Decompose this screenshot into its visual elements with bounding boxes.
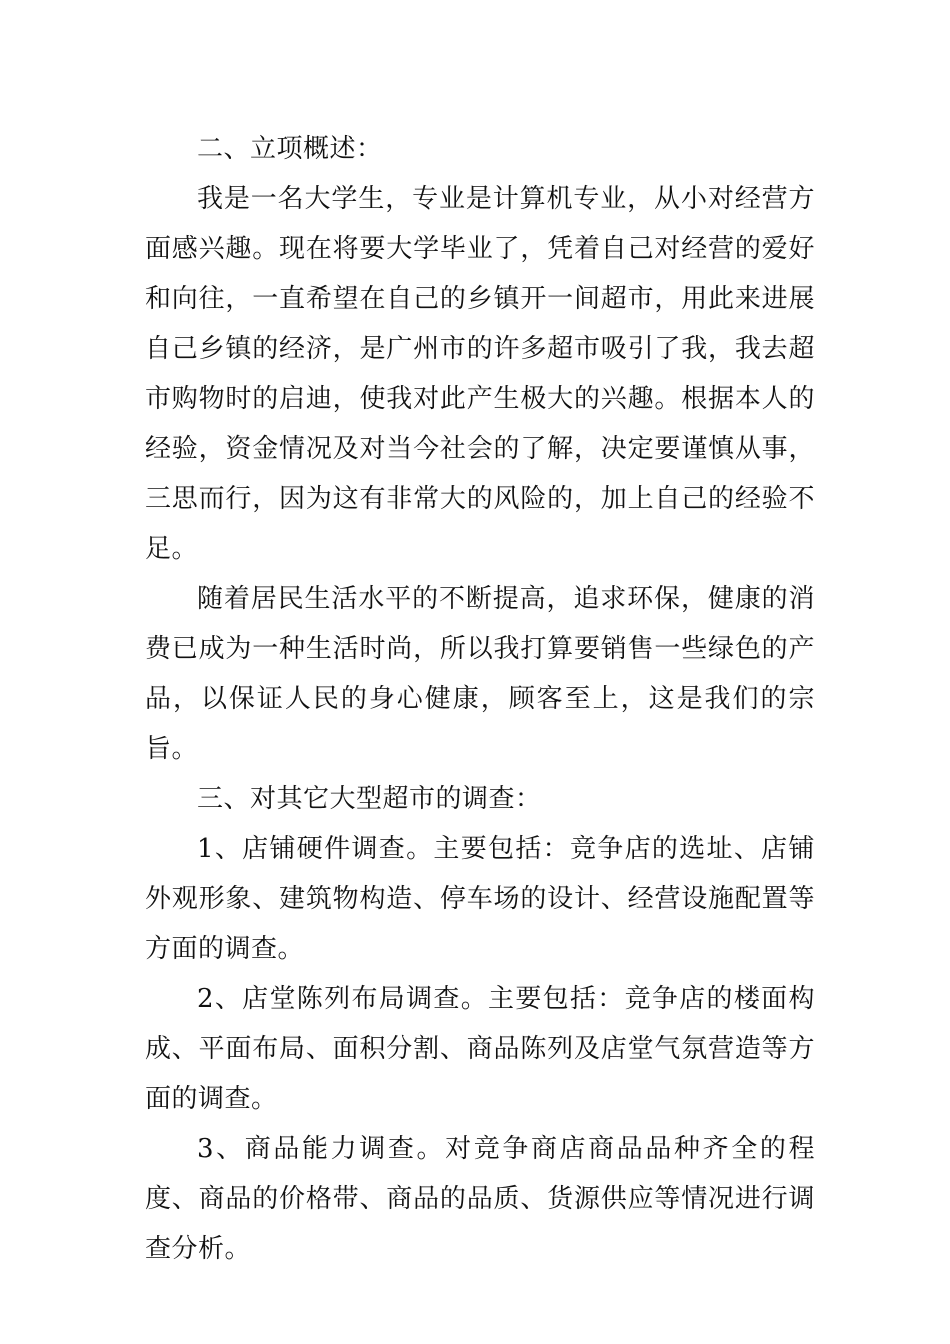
list-item-store-hardware: 1、店铺硬件调查。主要包括：竞争店的选址、店铺外观形象、建筑物构造、停车场的设计、经营设施配置等方面的调查。 xyxy=(145,834,815,964)
section-heading-project-overview: 二、立项概述： xyxy=(197,134,383,164)
section-heading-survey: 三、对其它大型超市的调查： xyxy=(197,784,542,814)
paragraph-background: 我是一名大学生，专业是计算机专业，从小对经营方面感兴趣。现在将要大学毕业了，凭着自己对经营的爱好和向往，一直希望在自己的乡镇开一间超市，用此来进展自己乡镇的经济，是广州市的许多超市吸引了我，我去超市购物时的启迪，使我对此产生极大的兴趣。根据本人的经验，资金情况及对当今社会的了解，决定要谨慎从事，三思而行，因为这有非常大的风险的，加上自己的经验不足。 xyxy=(145,184,815,564)
document-body xyxy=(145,124,815,1274)
list-item-merchandise-capability: 3、商品能力调查。对竞争商店商品品种齐全的程度、商品的价格带、商品的品质、货源供应等情况进行调查分析。 xyxy=(145,1134,815,1264)
list-item-store-layout: 2、店堂陈列布局调查。主要包括：竞争店的楼面构成、平面布局、面积分割、商品陈列及店堂气氛营造等方面的调查。 xyxy=(145,984,815,1114)
paragraph-green-products: 随着居民生活水平的不断提高，追求环保，健康的消费已成为一种生活时尚，所以我打算要销售一些绿色的产品，以保证人民的身心健康，顾客至上，这是我们的宗旨。 xyxy=(145,584,815,764)
